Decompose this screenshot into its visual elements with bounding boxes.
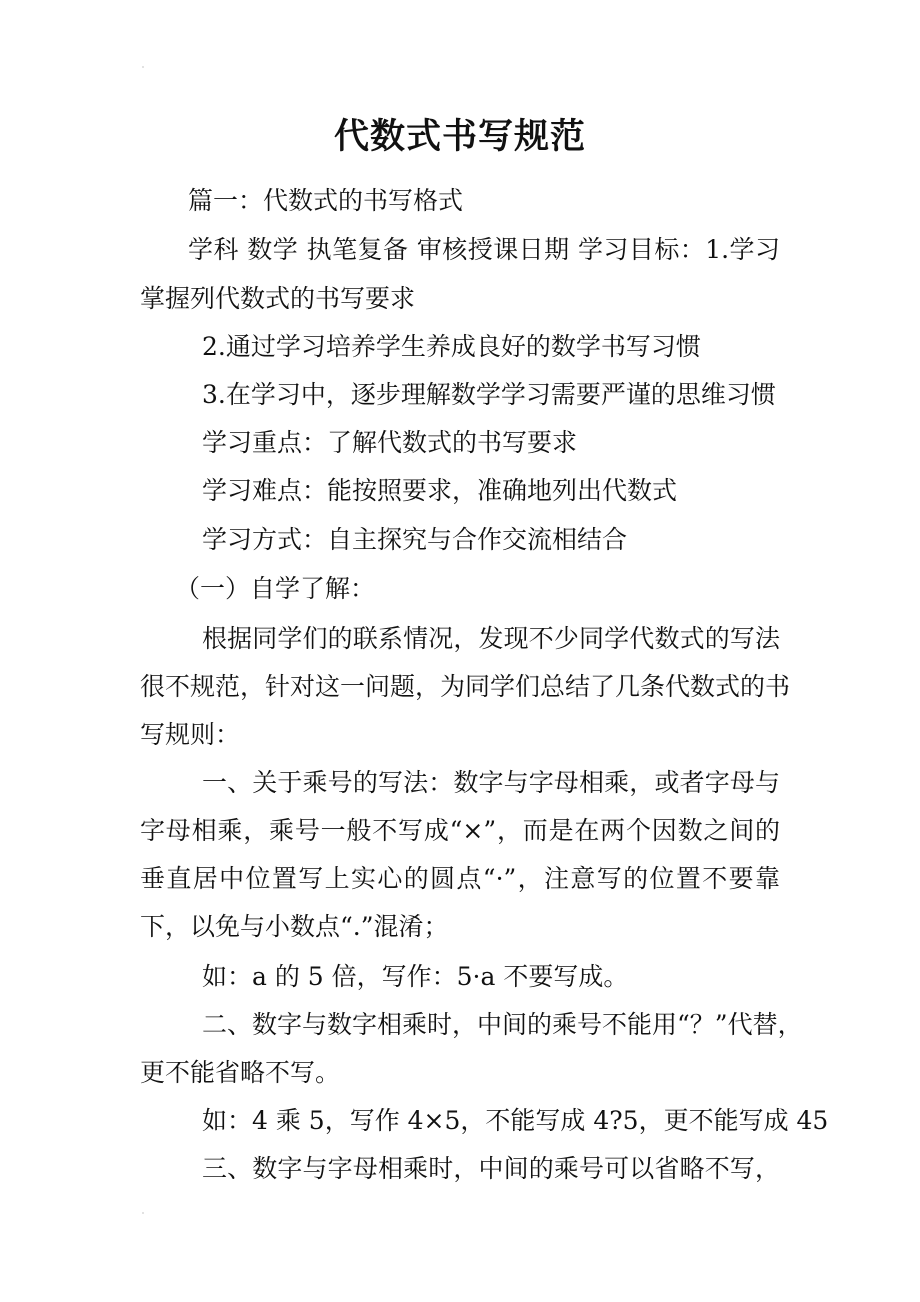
example-line: 如：4 乘 5，写作 4×5，不能写成 4?5，更不能写成 45 — [202, 1106, 829, 1135]
method-line: 学习方式：自主探究与合作交流相结合 — [202, 525, 628, 554]
section-heading: 篇一：代数式的书写格式 — [188, 186, 464, 215]
rule-line: 三、数字与字母相乘时，中间的乘号可以省略不写， — [202, 1154, 780, 1183]
document-title: 代数式书写规范 — [333, 116, 586, 157]
objective-item: 2.通过学习培养学生养成良好的数学书写习惯 — [202, 332, 701, 361]
rule-line: 字母相乘，乘号一般不写成“×”，而是在两个因数之间的 — [140, 816, 780, 845]
difficulty-line: 学习难点：能按照要求，准确地列出代数式 — [202, 476, 678, 505]
rule-line: 二、数字与数字相乘时，中间的乘号不能用“？”代替， — [202, 1010, 803, 1039]
paragraph-line: 写规则： — [140, 720, 241, 749]
scan-speck — [142, 1212, 144, 1214]
scan-speck — [142, 66, 144, 68]
rule-line: 垂直居中位置写上实心的圆点“·”，注意写的位置不要靠 — [140, 864, 780, 893]
key-point-line: 学习重点：了解代数式的书写要求 — [202, 428, 578, 457]
info-line-continued: 掌握列代数式的书写要求 — [140, 284, 416, 313]
rule-line: 更不能省略不写。 — [140, 1058, 341, 1087]
paragraph-line: 根据同学们的联系情况，发现不少同学代数式的写法 — [202, 624, 780, 653]
info-line: 学科 数学 执笔复备 审核授课日期 学习目标：1.学习 — [188, 235, 780, 264]
rule-line: 一、关于乘号的写法：数字与字母相乘，或者字母与 — [202, 768, 780, 797]
subsection-heading: （一）自学了解： — [175, 574, 376, 603]
paragraph-line: 很不规范，针对这一问题，为同学们总结了几条代数式的书 — [140, 672, 791, 701]
rule-line: 下，以免与小数点“.”混淆； — [140, 912, 449, 941]
example-line: 如：a 的 5 倍，写作：5·a 不要写成。 — [202, 962, 629, 991]
objective-item: 3.在学习中，逐步理解数学学习需要严谨的思维习惯 — [202, 380, 776, 409]
